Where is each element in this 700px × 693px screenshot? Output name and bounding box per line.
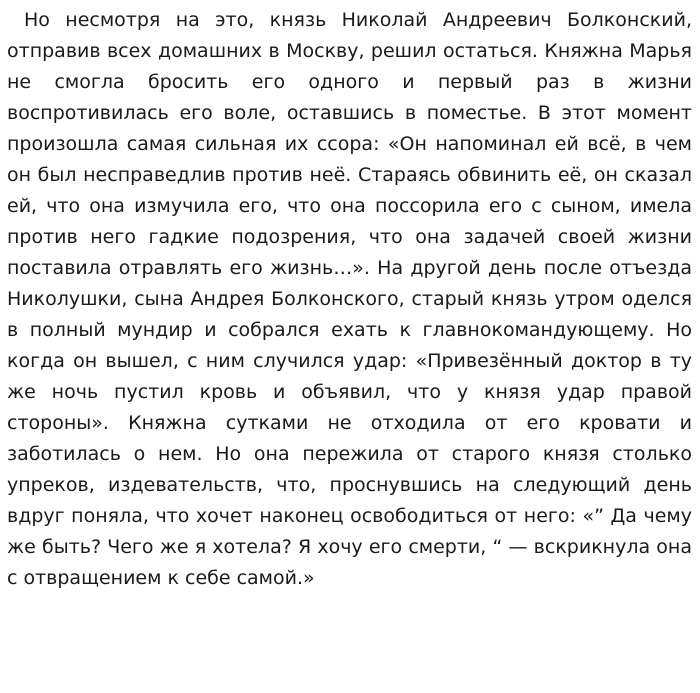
document-paragraph: Но несмотря на это, князь Николай Андреевич Болконский, отправив всех домашних в Москву, решил остаться. Княжна Марья не смогла бросить его одного и первый раз в жизни воспротивилась его воле, оставшись в поместье. В этот момент произошла самая сильная их ссора: «Он напоминал ей всё, в чем он был несправедлив против неё. Стараясь обвинить её, он сказал ей, что она измучила его, что она поссорила его с сыном, имела против него гадкие подозрения, что она задачей своей жизни поставила отравлять его жизнь…». На другой день после отъезда Николушки, сына Андрея Болконского, старый князь утром оделся в полный мундир и собрался ехать к главнокомандующему. Но когда он вышел, с ним случился удар: «Привезённый доктор в ту же ночь пустил кровь и объявил, что у князя удар правой стороны». Княжна сутками не отходила от его кровати и заботилась о нем. Но она пережила от старого князя столько упреков, издевательств, что, проснувшись на следующий день вдруг поняла, что хочет наконец освободиться от него: «” Да чему же быть? Чего же я хотела? Я хочу его смерти, “ — вскрикнула она с отвращением к себе самой.»	[7, 9, 692, 589]
